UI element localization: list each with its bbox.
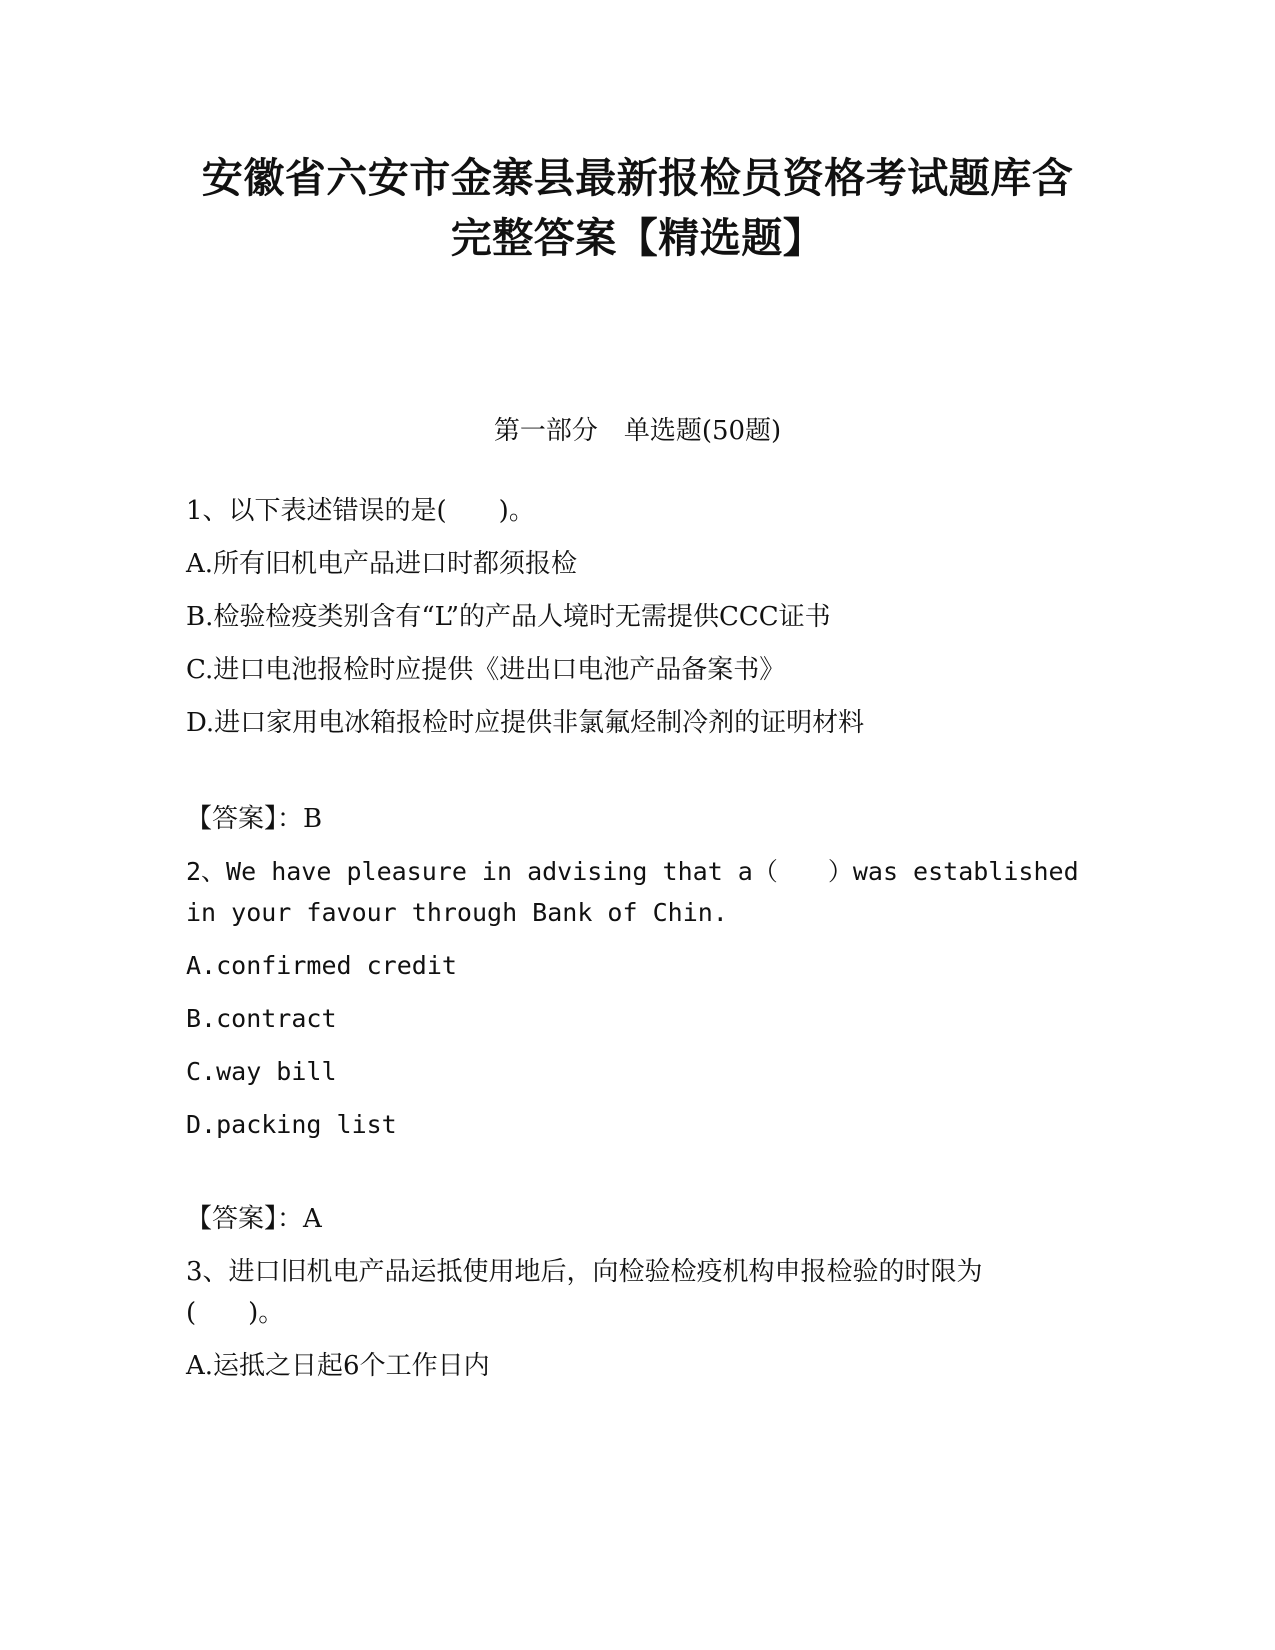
question-1-option-a: A.所有旧机电产品进口时都须报检 <box>186 549 578 579</box>
question-1-option-c: C.进口电池报检时应提供《进出口电池产品备案书》 <box>186 655 786 685</box>
question-2-option-b: B.contract <box>186 1004 337 1033</box>
question-3-option-a: A.运抵之日起6个工作日内 <box>186 1351 490 1381</box>
document-title-line-2: 完整答案【精选题】 <box>450 214 825 262</box>
question-2-option-a: A.confirmed credit <box>186 951 457 980</box>
question-2-stem-line-1: 2、We have pleasure in advising that a（ ）was established <box>186 857 1079 886</box>
question-3-stem-line-2: ( )。 <box>186 1298 285 1328</box>
question-2-stem-line-2: in your favour through Bank of Chin. <box>186 898 728 927</box>
question-2-option-c: C.way bill <box>186 1057 337 1086</box>
question-2-option-d: D.packing list <box>186 1110 397 1139</box>
question-1-stem: 1、以下表述错误的是( )。 <box>186 496 535 526</box>
document-title-line-1: 安徽省六安市金寨县最新报检员资格考试题库含 <box>201 154 1074 202</box>
question-1-answer: 【答案】：B <box>186 804 323 834</box>
question-3-stem-line-1: 3、进口旧机电产品运抵使用地后，向检验检疫机构申报检验的时限为 <box>186 1257 983 1287</box>
section-heading: 第一部分 单选题(50题) <box>493 416 782 446</box>
question-1-option-d: D.进口家用电冰箱报检时应提供非氯氟烃制冷剂的证明材料 <box>186 708 865 738</box>
question-2-answer: 【答案】：A <box>186 1204 322 1234</box>
question-1-option-b: B.检验检疫类别含有“L”的产品人境时无需提供CCC证书 <box>186 602 831 632</box>
